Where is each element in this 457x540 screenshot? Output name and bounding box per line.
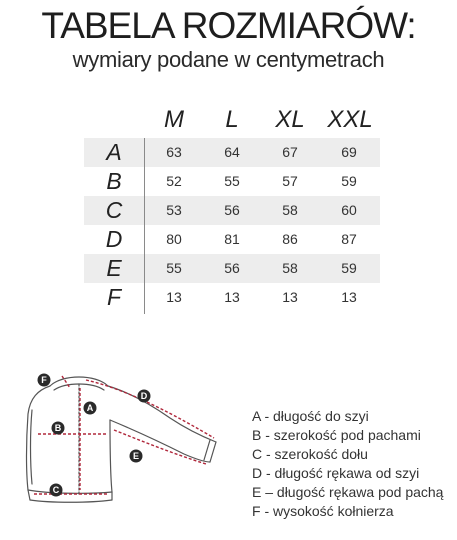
table-cell: 13: [282, 289, 298, 305]
badge-b: [52, 422, 65, 435]
table-row: [84, 167, 380, 196]
measure-line-d: [86, 380, 214, 438]
row-label-c: C: [105, 197, 123, 223]
table-header-row: [84, 106, 380, 138]
table-cell: 60: [341, 202, 357, 218]
table-cell: 59: [341, 260, 357, 276]
svg-text:E: E: [132, 451, 140, 462]
svg-text:F: F: [41, 375, 47, 386]
badge-d: [138, 390, 151, 403]
row-label-e: E: [106, 255, 122, 281]
legend-item-d: D - długość rękawa od szyi: [252, 465, 420, 481]
badge-f: [38, 374, 51, 387]
badge-c: [50, 484, 63, 497]
badge-e: [130, 450, 143, 463]
table-cell: 59: [341, 173, 357, 189]
table-cell: 52: [166, 173, 182, 189]
table-cell: 58: [282, 202, 298, 218]
table-row: [84, 225, 380, 254]
table-divider: [144, 138, 145, 314]
table-row: [84, 254, 380, 283]
table-cell: 55: [224, 173, 240, 189]
row-label-a: A: [106, 139, 122, 165]
table-cell: 56: [224, 260, 240, 276]
table-cell: 58: [282, 260, 298, 276]
svg-text:B: B: [54, 423, 62, 434]
column-header-xxl: XXL: [327, 106, 373, 133]
legend-item-e: E – długość rękawa pod pachą: [252, 484, 444, 500]
legend-item-b: B - szerokość pod pachami: [252, 427, 421, 443]
row-label-d: D: [105, 226, 123, 252]
measure-line-e: [114, 430, 206, 464]
table-cell: 13: [341, 289, 357, 305]
table-cell: 67: [282, 144, 298, 160]
measurement-lines: [34, 376, 214, 494]
table-cell: 80: [166, 231, 182, 247]
table-cell: 53: [166, 202, 182, 218]
legend-item-c: C - szerokość dołu: [252, 446, 368, 462]
table-row: [84, 196, 380, 225]
column-header-l: L: [225, 106, 239, 133]
table-row: [84, 283, 380, 312]
svg-text:C: C: [52, 485, 60, 496]
page-title: TABELA ROZMIARÓW:: [41, 5, 416, 46]
column-header-xl: XL: [275, 106, 305, 133]
page-subtitle: wymiary podane w centymetrach: [72, 47, 385, 72]
table-cell: 57: [282, 173, 298, 189]
table-cell: 55: [166, 260, 182, 276]
row-label-b: B: [106, 168, 122, 194]
table-cell: 69: [341, 144, 357, 160]
badge-a: [84, 402, 97, 415]
sweatshirt-diagram: [10, 362, 235, 522]
table-cell: 13: [166, 289, 182, 305]
legend-item-f: F - wysokość kołnierza: [252, 503, 394, 519]
measurement-legend: [252, 407, 443, 521]
measure-badges: [38, 374, 151, 497]
table-cell: 86: [282, 231, 298, 247]
column-header-m: M: [164, 106, 184, 133]
table-cell: 63: [166, 144, 182, 160]
sweatshirt-outline: [27, 377, 217, 502]
table-cell: 56: [224, 202, 240, 218]
table-cell: 81: [224, 231, 240, 247]
svg-text:A: A: [86, 403, 94, 414]
row-label-f: F: [106, 284, 122, 310]
table-cell: 13: [224, 289, 240, 305]
size-table: [84, 106, 380, 312]
table-cell: 87: [341, 231, 357, 247]
svg-text:D: D: [140, 391, 148, 402]
table-cell: 64: [224, 144, 240, 160]
table-row: [84, 138, 380, 167]
legend-item-a: A - długość do szyi: [252, 408, 369, 424]
